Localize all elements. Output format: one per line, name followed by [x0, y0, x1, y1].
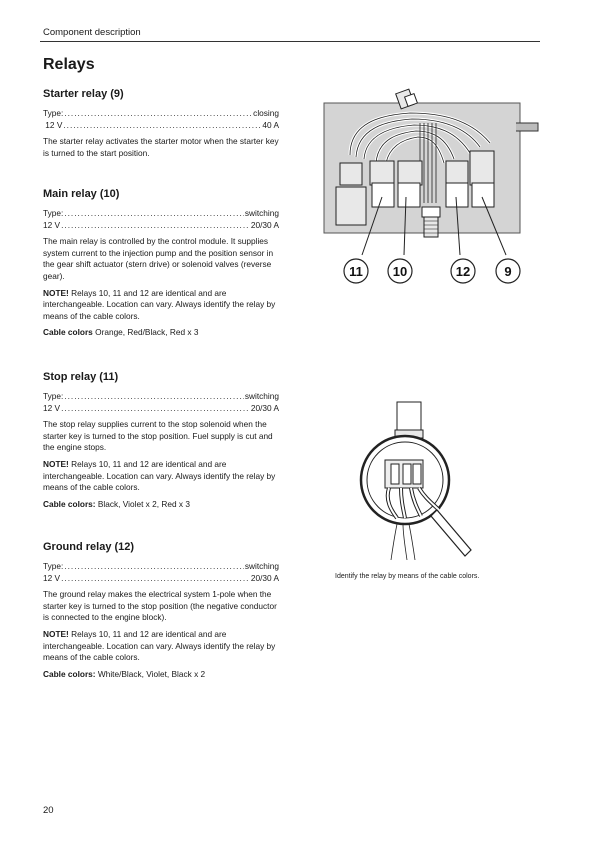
- note: [43, 459, 279, 494]
- section-description: The starter relay activates the starter motor when the starter key is turned to the start position.: [43, 136, 279, 158]
- spec-row-type: [43, 108, 279, 120]
- spec-row-type: [43, 561, 279, 573]
- note-label: NOTE!: [43, 458, 69, 469]
- spec-row-current: [43, 403, 279, 415]
- spec-label: Type:: [43, 208, 64, 218]
- relay-box-illustration: [320, 83, 540, 293]
- cable-colors: [43, 327, 279, 339]
- cable-colors: [43, 499, 279, 511]
- leader-dots: [64, 391, 244, 403]
- cable-colors-label: Cable colors:: [43, 668, 96, 679]
- callout-9: [496, 259, 520, 283]
- leader-dots: [61, 403, 250, 415]
- cable-colors-value: Orange, Red/Black, Red x 3: [95, 327, 199, 338]
- callout-label: 12: [455, 264, 471, 279]
- section-title: Main relay (10): [43, 188, 120, 200]
- callout-11: [344, 259, 368, 283]
- note-text: Relays 10, 11 and 12 are identical and are interchangeable. Location can vary. Always identify the relay by means of the cable colors.: [43, 628, 276, 663]
- note-label: NOTE!: [43, 628, 69, 639]
- cable-colors-label: Cable colors:: [43, 498, 96, 509]
- spec-label: Type:: [43, 561, 64, 571]
- spec-label: Type:: [43, 108, 64, 118]
- spec-value: 20/30 A: [250, 572, 279, 583]
- note: [43, 629, 279, 664]
- note: [43, 288, 279, 323]
- running-header: Component description: [43, 27, 141, 38]
- leader-dots: [64, 208, 244, 220]
- spec-label: 12 V: [43, 402, 61, 413]
- spec-label: Type:: [43, 391, 64, 401]
- leader-dots: [64, 561, 244, 573]
- leader-dots: [61, 573, 250, 585]
- cable-colors-value: Black, Violet x 2, Red x 3: [97, 498, 190, 509]
- magnifier-illustration: [345, 400, 475, 565]
- cable-colors-label: Cable colors: [43, 327, 93, 338]
- spec-value: switching: [244, 391, 279, 401]
- section-main-relay: [43, 188, 279, 339]
- header-rule: [40, 41, 540, 42]
- relay-box-drawing: [324, 89, 538, 255]
- section-description: The ground relay makes the electrical system 1-pole when the starter key is turned to the stop position (the negative conductor is connected to the engine block).: [43, 589, 277, 623]
- spec-row-type: [43, 391, 279, 403]
- leader-dots: [61, 220, 250, 232]
- section-stop-relay: [43, 371, 279, 510]
- spec-value: switching: [244, 561, 279, 571]
- section-title: Stop relay (11): [43, 371, 119, 383]
- callout-label: 10: [392, 264, 408, 279]
- leader-dots: [63, 120, 261, 132]
- figure-caption: Identify the relay by means of the cable colors.: [335, 573, 480, 580]
- spec-row-current: [43, 120, 279, 132]
- callout-label: 11: [349, 264, 363, 279]
- page-title: Relays: [43, 56, 95, 73]
- spec-row-current: [43, 573, 279, 585]
- section-title: Ground relay (12): [43, 541, 135, 553]
- page-number: 20: [43, 805, 54, 816]
- spec-label: 12 V: [43, 119, 63, 130]
- spec-value: switching: [244, 208, 279, 218]
- spec-value: 20/30 A: [250, 219, 279, 230]
- note-text: Relays 10, 11 and 12 are identical and are interchangeable. Location can vary. Always identify the relay by means of the cable colors.: [43, 458, 276, 493]
- spec-value: closing: [253, 108, 279, 118]
- leader-dots: [64, 108, 252, 120]
- cable-colors: [43, 669, 279, 681]
- spec-row-type: [43, 208, 279, 220]
- section-title: Starter relay (9): [43, 88, 124, 100]
- cable-colors-value: White/Black, Violet, Black x 2: [97, 668, 206, 679]
- callout-10: [388, 259, 412, 283]
- callout-12: [451, 259, 475, 283]
- note-label: NOTE!: [43, 287, 69, 298]
- spec-label: 12 V: [43, 219, 61, 230]
- spec-label: 12 V: [43, 572, 61, 583]
- section-description: The main relay is controlled by the control module. It supplies system current to the injection pump and the position sensor in the gear shift actuator (stern drive) or solenoid valves (reverse gear).: [43, 236, 274, 281]
- section-starter-relay: [43, 88, 279, 159]
- spec-row-current: [43, 220, 279, 232]
- spec-value: 40 A: [262, 119, 279, 130]
- callout-label: 9: [504, 264, 512, 279]
- section-ground-relay: [43, 541, 279, 680]
- note-text: Relays 10, 11 and 12 are identical and are interchangeable. Location can vary. Always identify the relay by means of the cable colors.: [43, 287, 276, 321]
- spec-value: 20/30 A: [250, 402, 279, 413]
- section-description: The stop relay supplies current to the stop solenoid when the starter key is turned to the stop position. Fuel supply is cut and the engine stops.: [43, 419, 273, 453]
